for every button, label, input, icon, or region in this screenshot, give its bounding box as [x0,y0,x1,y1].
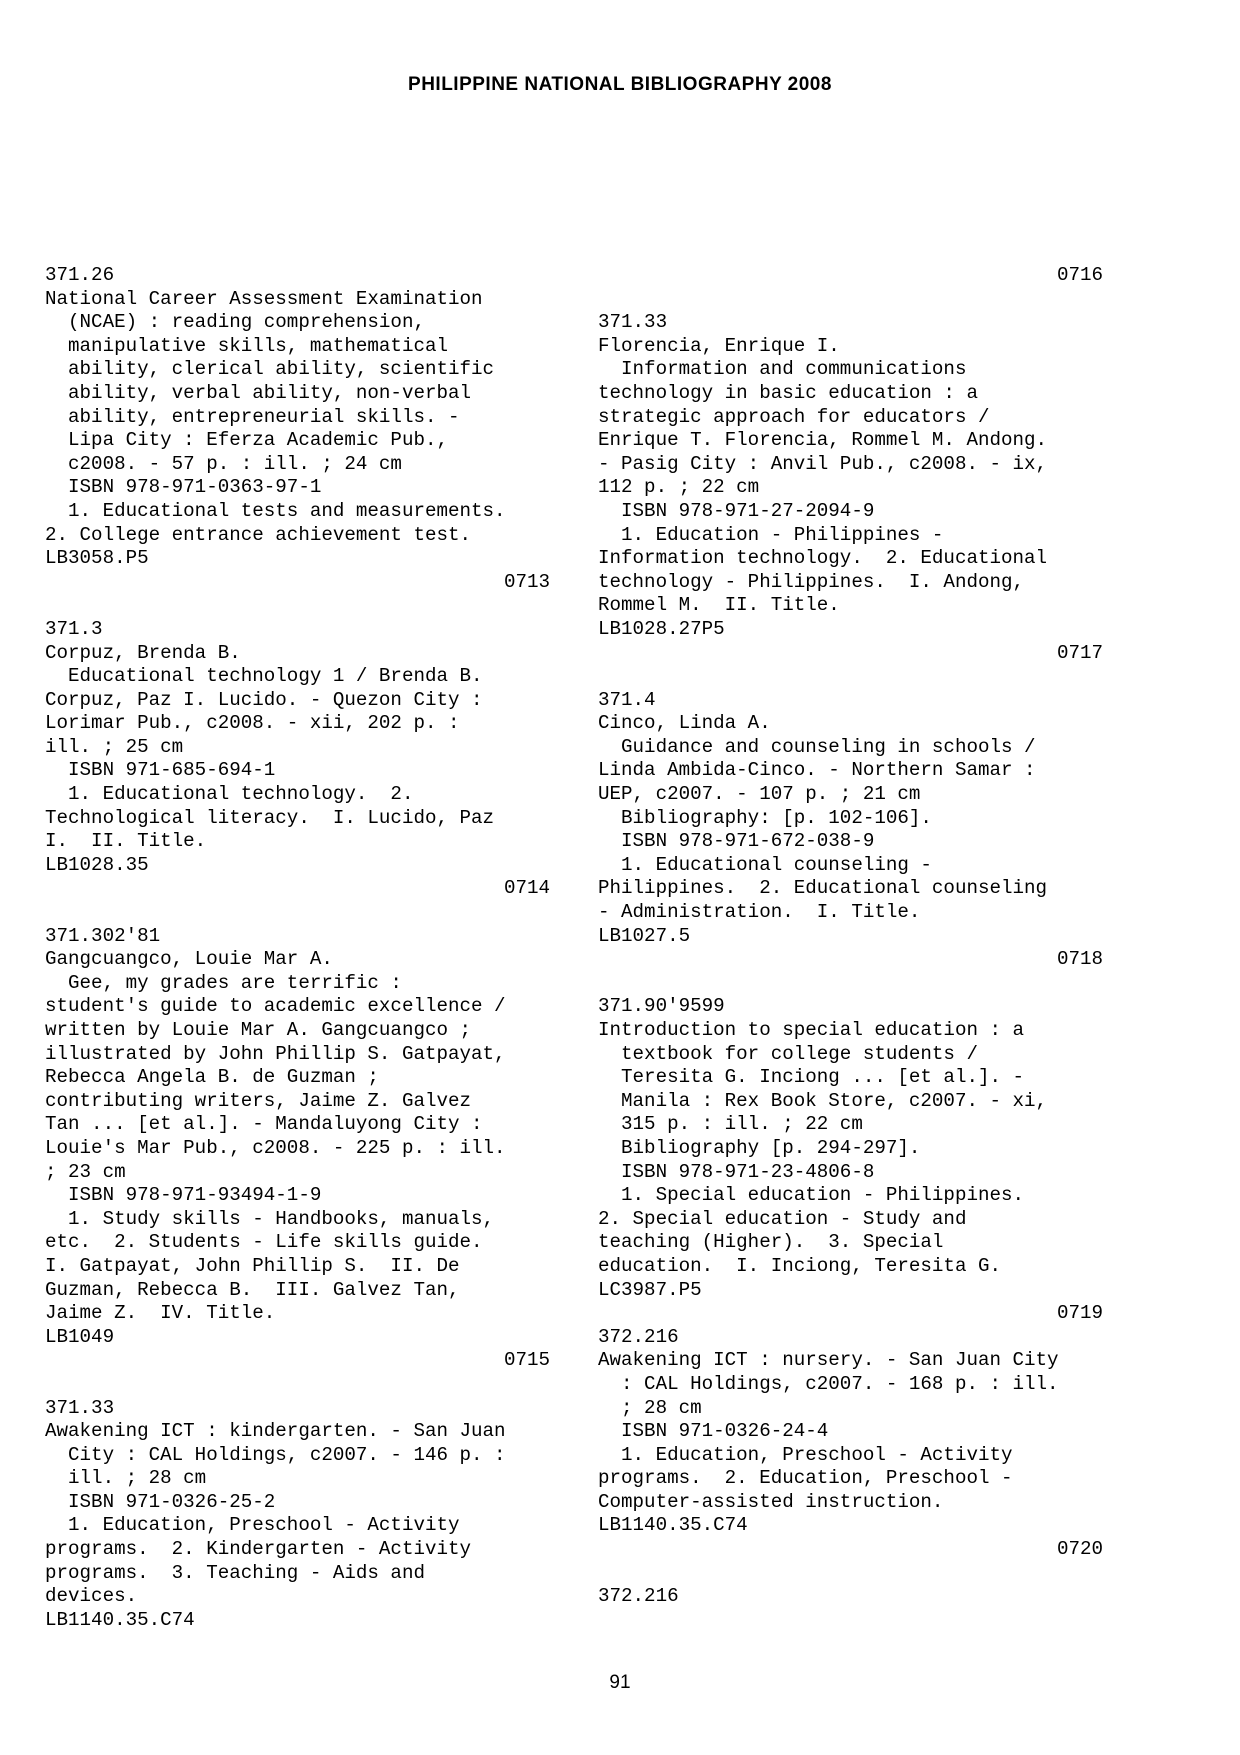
bibliography-line: 1. Education, Preschool - Activity [45,1514,460,1537]
right-column [598,264,1103,1609]
bibliography-line: Philippines. 2. Educational counseling [598,877,1048,900]
entry-number: 0716 [1056,264,1103,286]
bibliography-line: (NCAE) : reading comprehension, [45,311,425,334]
bibliography-line: strategic approach for educators / [598,405,990,428]
bibliography-line: 372.216 [598,1585,679,1608]
bibliography-line: UEP, c2007. - 107 p. ; 21 cm [598,783,921,806]
bibliography-line: Cinco, Linda A. [598,712,771,735]
bibliography-line: ISBN 978-971-93494-1-9 [45,1184,322,1207]
bibliography-line: technology in basic education : a [598,381,978,404]
bibliography-line: LC3987.P5 [598,1278,702,1301]
bibliography-line: devices. [45,1585,138,1608]
bibliography-line: 1. Educational technology. 2. [45,783,414,806]
bibliography-line: Bibliography: [p. 102-106]. [598,806,932,829]
blank-line [45,1373,550,1397]
bibliography-line: written by Louie Mar A. Gangcuangco ; [45,1019,472,1041]
bibliography-line: Technological literacy. I. Lucido, Paz [45,806,495,829]
bibliography-line: ISBN 978-971-27-2094-9 [598,499,875,522]
bibliography-line: - Pasig City : Anvil Pub., c2008. - ix, [598,452,1048,475]
entry-number: 0714 [503,877,550,900]
blank-line [598,665,1103,689]
bibliography-line: 371.26 [45,264,115,286]
bibliography-line: Gangcuangco, Louie Mar A. [45,948,333,971]
bibliography-line: 1. Educational tests and measurements. [45,499,506,522]
bibliography-line: programs. 2. Kindergarten - Activity [45,1538,472,1561]
bibliography-line: ISBN 978-971-672-038-9 [598,830,875,853]
bibliography-line: 1. Special education - Philippines. [598,1184,1025,1207]
bibliography-line: contributing writers, Jaime Z. Galvez [45,1089,472,1112]
entry-number: 0718 [1056,948,1103,971]
bibliography-line: ISBN 978-971-23-4806-8 [598,1160,875,1183]
bibliography-line: 1. Education - Philippines - [598,523,944,546]
bibliography-line: ISBN 971-0326-24-4 [598,1420,829,1443]
bibliography-line: Corpuz, Brenda B. [45,641,241,664]
bibliography-line: Teresita G. Inciong ... [et al.]. - [598,1066,1025,1089]
bibliography-line: textbook for college students / [598,1042,978,1065]
bibliography-line: Bibliography [p. 294-297]. [598,1136,921,1159]
bibliography-line: Enrique T. Florencia, Rommel M. Andong. [598,429,1048,452]
bibliography-line: LB1028.35 [45,853,149,876]
bibliography-line: Introduction to special education : a [598,1019,1025,1041]
blank-line [598,1562,1103,1586]
bibliography-line: 2. College entrance achievement test. [45,523,472,546]
bibliography-line: Jaime Z. IV. Title. [45,1302,276,1325]
bibliography-line: ill. ; 25 cm [45,735,184,758]
bibliography-line: student's guide to academic excellence / [45,995,506,1018]
bibliography-line: LB1140.35.C74 [598,1514,748,1537]
bibliography-line: 1. Study skills - Handbooks, manuals, [45,1207,495,1230]
bibliography-line: Educational technology 1 / Brenda B. [45,665,483,688]
bibliography-line: LB1049 [45,1325,115,1348]
blank-line [598,972,1103,996]
blank-line [598,288,1103,312]
bibliography-line: ; 28 cm [598,1396,702,1419]
bibliography-line: 1. Educational counseling - [598,853,932,876]
bibliography-line: illustrated by John Phillip S. Gatpayat, [45,1042,506,1065]
bibliography-line: etc. 2. Students - Life skills guide. [45,1231,483,1254]
bibliography-line: Florencia, Enrique I. [598,334,840,357]
bibliography-line: Lipa City : Eferza Academic Pub., [45,429,449,452]
bibliography-line: 112 p. ; 22 cm [598,476,760,499]
bibliography-line: teaching (Higher). 3. Special [598,1231,944,1254]
bibliography-line: 315 p. : ill. ; 22 cm [598,1113,863,1136]
bibliography-line: Guzman, Rebecca B. III. Galvez Tan, [45,1278,460,1301]
bibliography-line: Information technology. 2. Educational [598,547,1048,570]
bibliography-line: ; 23 cm [45,1160,126,1183]
bibliography-line: 371.302'81 [45,924,161,947]
entry-number: 0715 [503,1349,550,1372]
bibliography-line: ISBN 978-971-0363-97-1 [45,476,322,499]
bibliography-line: Gee, my grades are terrific : [45,971,402,994]
bibliography-line: ability, entrepreneurial skills. - [45,405,460,428]
bibliography-line: ISBN 971-0326-25-2 [45,1490,276,1513]
bibliography-line: LB1027.5 [598,924,691,947]
blank-line [45,594,550,618]
bibliography-line: LB1028.27P5 [598,617,725,640]
bibliography-line: manipulative skills, mathematical [45,334,449,357]
bibliography-line: I. II. Title. [45,830,207,853]
page-number: 91 [609,1672,631,1693]
bibliography-line: 371.33 [45,1396,115,1419]
bibliography-line: Computer-assisted instruction. [598,1490,944,1513]
bibliography-line: 371.90'9599 [598,995,725,1018]
bibliography-line: programs. 3. Teaching - Aids and [45,1561,425,1584]
bibliography-line: Awakening ICT : kindergarten. - San Juan [45,1420,506,1443]
left-column [45,264,550,1632]
bibliography-line: Rebecca Angela B. de Guzman ; [45,1066,379,1089]
bibliography-line: Lorimar Pub., c2008. - xii, 202 p. : [45,712,460,735]
bibliography-line: I. Gatpayat, John Phillip S. II. De [45,1254,460,1277]
bibliography-line: LB3058.P5 [45,547,149,570]
bibliography-line: programs. 2. Education, Preschool - [598,1467,1013,1490]
bibliography-line: Tan ... [et al.]. - Mandaluyong City : [45,1113,483,1136]
bibliography-line: Linda Ambida-Cinco. - Northern Samar : [598,759,1036,782]
bibliography-line: c2008. - 57 p. : ill. ; 24 cm [45,452,402,475]
bibliography-line: LB1140.35.C74 [45,1608,195,1631]
blank-line [45,901,550,925]
entry-number: 0719 [1056,1302,1103,1325]
bibliography-line: 1. Education, Preschool - Activity [598,1443,1013,1466]
bibliography-line: : CAL Holdings, c2007. - 168 p. : ill. [598,1372,1059,1395]
bibliography-line: technology - Philippines. I. Andong, [598,570,1025,593]
bibliography-line: 371.33 [598,311,668,334]
bibliography-line: National Career Assessment Examination [45,287,483,310]
bibliography-line: Guidance and counseling in schools / [598,735,1036,758]
bibliography-line: Awakening ICT : nursery. - San Juan City [598,1349,1059,1372]
bibliography-line: ISBN 971-685-694-1 [45,759,276,782]
bibliography-line: Rommel M. II. Title. [598,594,840,617]
bibliography-line: Louie's Mar Pub., c2008. - 225 p. : ill. [45,1136,506,1159]
bibliography-line: 2. Special education - Study and [598,1207,967,1230]
bibliography-line: 372.216 [598,1325,679,1348]
page-title: PHILIPPINE NATIONAL BIBLIOGRAPHY 2008 [408,74,832,95]
bibliography-line: - Administration. I. Title. [598,901,921,924]
bibliography-line: 371.3 [45,617,103,640]
entry-number: 0717 [1056,641,1103,664]
bibliography-line: City : CAL Holdings, c2007. - 146 p. : [45,1443,506,1466]
bibliography-line: Manila : Rex Book Store, c2007. - xi, [598,1089,1048,1112]
bibliography-line: ill. ; 28 cm [45,1467,207,1490]
bibliography-line: Corpuz, Paz I. Lucido. - Quezon City : [45,688,483,711]
bibliography-line: ability, verbal ability, non-verbal [45,381,472,404]
entry-number: 0713 [503,570,550,593]
bibliography-line: 371.4 [598,688,656,711]
bibliography-line: ability, clerical ability, scientific [45,358,495,381]
bibliography-line: education. I. Inciong, Teresita G. [598,1254,1002,1277]
entry-number: 0720 [1056,1538,1103,1561]
bibliography-line: Information and communications [598,358,967,381]
